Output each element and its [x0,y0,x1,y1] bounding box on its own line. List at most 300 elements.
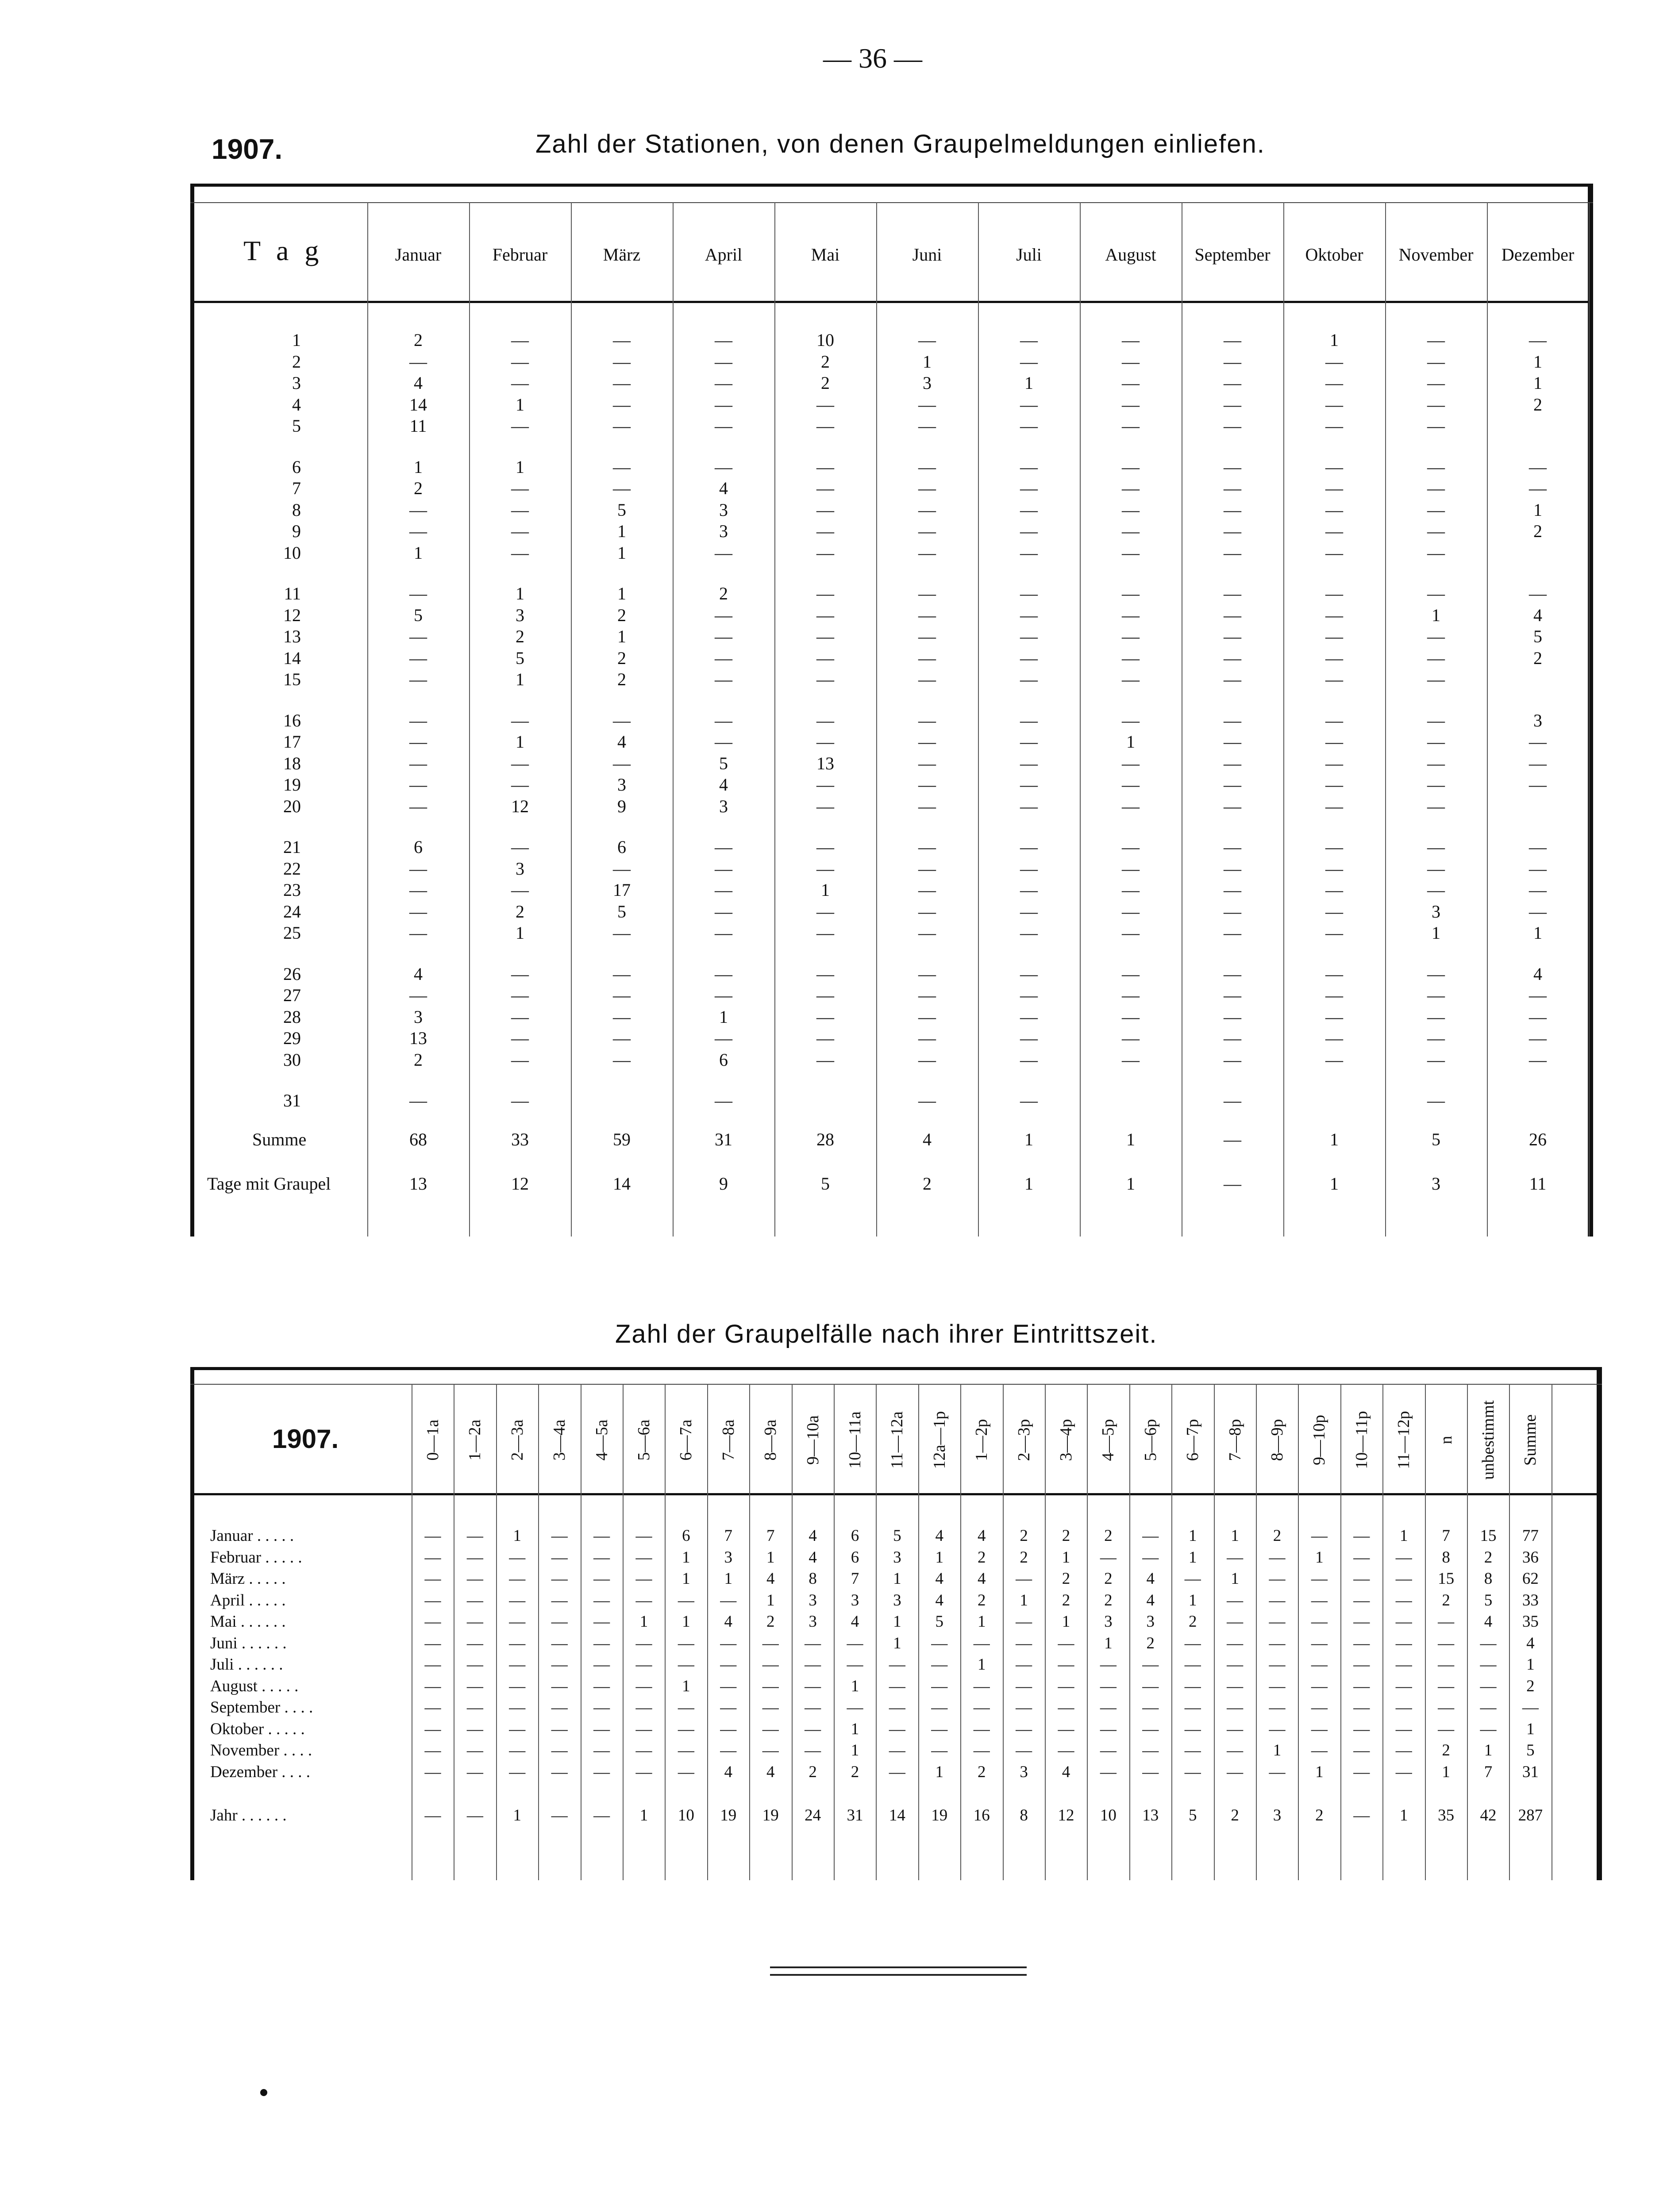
table-cell: — [1427,521,1445,541]
time-cell: — [973,1698,990,1717]
time-cell: 1 [1188,1548,1197,1567]
time-cell: — [466,1698,483,1717]
table1-column-divider [1487,202,1488,1237]
time-cell: — [1142,1527,1159,1545]
time-column-label: unbestimmt [1479,1400,1498,1480]
time-cell: — [805,1655,821,1674]
month-row-label: Dezember . . . . [210,1763,311,1781]
time-cell: — [1353,1741,1370,1759]
table-cell: — [1325,964,1343,984]
table-cell: — [816,923,834,943]
table-cell: 1 [1432,605,1440,625]
table-cell: — [1325,901,1343,922]
time-cell: — [1142,1741,1159,1759]
table-cell: — [918,796,936,816]
time-cell: — [1227,1763,1244,1781]
year-total-cell: 5 [1188,1806,1197,1824]
table-cell: — [409,985,427,1005]
time-cell: — [1438,1634,1455,1652]
month-row-label: Juni . . . . . . [210,1634,287,1652]
time-cell: 5 [935,1613,944,1631]
time-column-label: 10—11p [1352,1411,1371,1469]
year-total-cell: 35 [1438,1806,1455,1824]
time-cell: — [1311,1741,1328,1759]
table-cell: — [409,880,427,900]
time-cell: — [1353,1548,1370,1567]
table-cell: — [715,669,732,689]
time-cell: — [720,1634,737,1652]
table-cell: — [918,923,936,943]
time-column-label: 0—1a [424,1419,442,1461]
time-cell: — [593,1548,610,1567]
time-cell: — [1395,1655,1412,1674]
table-cell: — [715,964,732,984]
time-cell: — [424,1655,441,1674]
summe-label: Summe [252,1129,307,1149]
year-total-cell: — [424,1806,441,1824]
day-number: 8 [292,499,301,520]
time-cell: — [931,1741,948,1759]
table-cell: — [816,1049,834,1070]
time-cell: — [509,1698,526,1717]
year-total-cell: — [1353,1806,1370,1824]
time-column-header [750,1394,791,1486]
time-cell: 4 [935,1591,944,1609]
time-column-label: 4—5p [1099,1419,1118,1461]
table-cell: — [816,521,834,541]
time-cell: 3 [1146,1613,1155,1631]
table-cell: — [918,584,936,603]
table-cell: — [918,521,936,541]
time-column-header [1088,1394,1128,1486]
month-header: April [705,244,743,265]
table1-title: Zahl der Stationen, von denen Graupelmeldungen einliefen. [535,130,1265,158]
table-cell: — [511,373,529,393]
time-cell: 1 [766,1548,775,1567]
time-column-label: 8—9p [1268,1419,1286,1461]
table-cell: — [1529,985,1547,1005]
time-cell: 4 [1146,1591,1155,1609]
table-cell: — [409,1091,427,1110]
table-cell: 1 [516,457,524,477]
table-cell: — [715,858,732,879]
time-column-label: 1—2a [466,1419,485,1461]
time-cell: 2 [1062,1527,1070,1545]
table-cell: — [918,964,936,984]
time-cell: 4 [851,1613,859,1631]
time-cell: — [424,1634,441,1652]
time-cell: 1 [1062,1613,1070,1631]
table-cell: — [1122,985,1140,1005]
time-cell: — [1100,1763,1117,1781]
table-cell: 1 [617,626,626,646]
table-cell: — [1020,796,1038,816]
table-cell: 2 [1533,521,1542,541]
table-cell: — [409,858,427,879]
time-cell: 2 [1484,1548,1493,1567]
time-column-header [1046,1394,1086,1486]
year-total-cell: 10 [1100,1806,1117,1824]
time-cell: — [424,1591,441,1609]
time-cell: — [593,1591,610,1609]
table-cell: — [1325,1028,1343,1048]
time-cell: — [762,1698,779,1717]
time-cell: 7 [1442,1527,1450,1545]
time-cell: 5 [1526,1741,1535,1759]
closing-rule-bottom [770,1974,1027,1976]
time-column-header [1510,1394,1551,1486]
page-number: — 36 — [823,42,922,74]
time-cell: — [1311,1527,1328,1545]
table-cell: — [1427,330,1445,350]
table-cell: — [1122,923,1140,943]
time-cell: — [1227,1677,1244,1695]
table-cell: 2 [516,901,524,922]
time-cell: — [466,1570,483,1588]
time-cell: 8 [809,1570,817,1588]
time-cell: — [466,1655,483,1674]
time-cell: — [1269,1720,1286,1738]
year-total-cell: 8 [1020,1806,1028,1824]
table-cell: — [816,416,834,436]
table-cell: — [715,351,732,372]
table-cell: — [1224,605,1241,625]
table-cell: — [715,1028,732,1048]
table-cell: — [1427,775,1445,795]
table-cell: 1 [1533,373,1542,393]
time-cell: 2 [1020,1548,1028,1567]
table-cell: 1 [1432,923,1440,943]
day-number: 28 [283,1006,301,1027]
time-cell: — [635,1548,652,1567]
table-cell: — [1224,775,1241,795]
time-cell: — [1227,1741,1244,1759]
table-cell: — [715,373,732,393]
table-cell: 5 [1533,626,1542,646]
table-cell: — [1325,923,1343,943]
table-cell: — [715,542,732,563]
time-cell: 2 [809,1763,817,1781]
time-column-header [793,1394,833,1486]
year-total-cell: — [593,1806,610,1824]
table-cell: 1 [1330,330,1339,350]
table-cell: — [918,669,936,689]
table-cell: — [1020,416,1038,436]
table-cell: — [1325,626,1343,646]
time-cell: — [931,1677,948,1695]
table-cell: 3 [923,373,932,393]
time-cell: 1 [639,1613,648,1631]
table-cell: — [1427,880,1445,900]
time-column-label: 12a—1p [930,1411,949,1469]
table-cell: — [409,775,427,795]
summe-cell: 33 [511,1129,529,1149]
table-cell: — [1122,1006,1140,1027]
table-cell: — [511,837,529,857]
table-cell: — [1529,775,1547,795]
table-cell: — [511,499,529,520]
time-cell: 4 [724,1763,733,1781]
table1-column-divider [1589,202,1590,1237]
tage-cell: 1 [1024,1174,1033,1194]
time-cell: 1 [1399,1527,1408,1545]
table2-year: 1907. [272,1424,339,1454]
table-cell: — [1020,1091,1038,1110]
table-cell: — [715,416,732,436]
table-cell: — [816,478,834,498]
table-cell: — [1224,669,1241,689]
time-cell: — [1269,1677,1286,1695]
table-cell: — [1427,753,1445,773]
table-cell: — [1020,478,1038,498]
table-cell: — [816,584,834,603]
table-cell: — [715,626,732,646]
time-cell: — [509,1655,526,1674]
time-cell: — [1142,1720,1159,1738]
table-cell: — [918,605,936,625]
time-cell: 35 [1522,1613,1539,1631]
table-cell: 6 [719,1049,728,1070]
time-cell: — [720,1720,737,1738]
table-cell: 1 [617,542,626,563]
table-cell: — [918,499,936,520]
table-cell: — [1325,732,1343,752]
time-cell: — [1142,1763,1159,1781]
table-cell: — [1122,1049,1140,1070]
table-cell: — [1020,584,1038,603]
table-cell: — [816,837,834,857]
table-cell: 1 [516,669,524,689]
time-cell: — [1016,1634,1032,1652]
table-cell: — [1224,499,1241,520]
time-cell: — [762,1634,779,1652]
table-cell: — [1020,1006,1038,1027]
time-cell: 1 [893,1570,901,1588]
time-cell: — [1438,1677,1455,1695]
table-cell: 3 [1533,710,1542,730]
stations-table [190,184,1593,1237]
table-cell: — [1529,880,1547,900]
table-cell: — [1020,648,1038,668]
time-cell: — [889,1741,905,1759]
table-cell: — [715,710,732,730]
time-column-label: 5—6p [1141,1419,1160,1461]
table-cell: — [1224,880,1241,900]
time-cell: — [1227,1698,1244,1717]
time-cell: 1 [851,1741,859,1759]
table-cell: — [1020,330,1038,350]
table-cell: 5 [617,901,626,922]
time-cell: 1 [1231,1527,1239,1545]
time-cell: — [1311,1655,1328,1674]
time-cell: 15 [1438,1570,1455,1588]
table-cell: — [1122,1028,1140,1048]
time-cell: — [593,1763,610,1781]
table-cell: — [409,753,427,773]
time-cell: 1 [724,1570,733,1588]
day-number: 7 [292,478,301,498]
time-cell: — [931,1698,948,1717]
time-cell: — [1395,1677,1412,1695]
table-cell: — [1020,753,1038,773]
time-cell: — [593,1698,610,1717]
table-cell: — [1224,416,1241,436]
tage-cell: — [1224,1174,1241,1194]
month-header: Mai [811,244,840,265]
table-cell: 2 [719,584,728,603]
time-cell: 2 [977,1591,986,1609]
table-cell: — [918,416,936,436]
table-cell: — [816,796,834,816]
time-cell: 1 [893,1634,901,1652]
time-cell: — [551,1741,568,1759]
time-column-header [666,1394,706,1486]
time-cell: — [1353,1720,1370,1738]
day-number: 6 [292,457,301,477]
time-cell: — [1184,1741,1201,1759]
time-cell: — [1269,1698,1286,1717]
table-cell: — [1020,521,1038,541]
table-cell: — [1020,923,1038,943]
time-cell: — [635,1591,652,1609]
table-cell: — [1529,478,1547,498]
time-column-label: 6—7p [1183,1419,1202,1461]
table-cell: — [1427,985,1445,1005]
time-cell: — [1311,1634,1328,1652]
table-cell: — [1020,457,1038,477]
table1-top-rule [190,202,1593,203]
time-cell: 1 [935,1548,944,1567]
day-number: 14 [283,648,301,668]
time-cell: — [1353,1613,1370,1631]
table-cell: 5 [516,648,524,668]
time-column-header [624,1394,664,1486]
time-cell: 7 [766,1527,775,1545]
year-total-cell: 31 [847,1806,863,1824]
table-cell: — [1529,330,1547,350]
table-cell: 1 [1533,351,1542,372]
time-cell: — [635,1720,652,1738]
table-cell: — [511,1028,529,1048]
day-number: 29 [283,1028,301,1048]
time-column-header [454,1394,495,1486]
table1-column-divider [673,202,674,1237]
time-column-label: Summe [1521,1414,1540,1466]
time-cell: — [424,1763,441,1781]
table-cell: — [816,605,834,625]
table-cell: — [918,542,936,563]
year-label: 1907. [212,133,283,165]
time-cell: — [889,1763,905,1781]
time-column-header [1172,1394,1213,1486]
month-header: Februar [492,244,548,265]
table2-header-rule [190,1493,1602,1495]
time-cell: 1 [851,1677,859,1695]
day-number: 4 [292,394,301,415]
time-cell: 2 [1273,1527,1282,1545]
time-cell: 4 [1526,1634,1535,1652]
time-cell: — [1269,1763,1286,1781]
time-cell: 1 [682,1548,690,1567]
day-number: 3 [292,373,301,393]
table-cell: — [409,351,427,372]
table-cell: 4 [1533,964,1542,984]
table-cell: — [918,1091,936,1110]
table-cell: — [1224,542,1241,563]
time-cell: — [973,1741,990,1759]
tage-cell: 2 [923,1174,932,1194]
time-cell: — [509,1613,526,1631]
table-cell: — [1427,373,1445,393]
time-cell: 3 [893,1591,901,1609]
day-number: 13 [283,626,301,646]
table1-column-divider [876,202,877,1237]
table-cell: — [1427,542,1445,563]
time-cell: — [509,1720,526,1738]
table-cell: 6 [414,837,423,857]
table-cell: — [715,732,732,752]
table-cell: — [1020,901,1038,922]
time-cell: — [1184,1720,1201,1738]
time-cell: — [635,1655,652,1674]
time-cell: 1 [1526,1720,1535,1738]
time-cell: — [1100,1698,1117,1717]
time-column-header [497,1394,538,1486]
table-cell: — [816,710,834,730]
time-cell: — [551,1548,568,1567]
year-total-cell: — [466,1806,483,1824]
tage-cell: 1 [1126,1174,1135,1194]
time-cell: — [678,1763,694,1781]
time-cell: — [635,1634,652,1652]
table-cell: — [1224,858,1241,879]
table-cell: — [1122,901,1140,922]
table-cell: 2 [821,351,830,372]
table-cell: 1 [923,351,932,372]
table-cell: 5 [719,753,728,773]
table-cell: — [1325,542,1343,563]
time-cell: — [1269,1570,1286,1588]
time-cell: — [1353,1655,1370,1674]
time-cell: 15 [1480,1527,1497,1545]
time-cell: 5 [893,1527,901,1545]
table-cell: — [1020,1028,1038,1048]
time-cell: — [424,1570,441,1588]
time-cell: — [1269,1634,1286,1652]
time-cell: — [1184,1763,1201,1781]
table-cell: — [1122,605,1140,625]
table-cell: — [1427,837,1445,857]
table-cell: — [511,351,529,372]
time-cell: 1 [1231,1570,1239,1588]
time-cell: — [1353,1570,1370,1588]
time-cell: — [1100,1655,1117,1674]
time-cell: — [1100,1720,1117,1738]
tage-cell: 14 [613,1174,631,1194]
table-cell: — [816,1028,834,1048]
year-total-cell: 10 [678,1806,694,1824]
time-cell: — [1227,1613,1244,1631]
table-cell: 4 [1533,605,1542,625]
time-cell: — [1058,1720,1074,1738]
table-cell: — [816,394,834,415]
time-cell: 1 [766,1591,775,1609]
table-cell: — [1427,858,1445,879]
table-cell: — [1325,880,1343,900]
year-total-cell: 24 [805,1806,821,1824]
time-cell: — [1227,1634,1244,1652]
tage-cell: 12 [511,1174,529,1194]
